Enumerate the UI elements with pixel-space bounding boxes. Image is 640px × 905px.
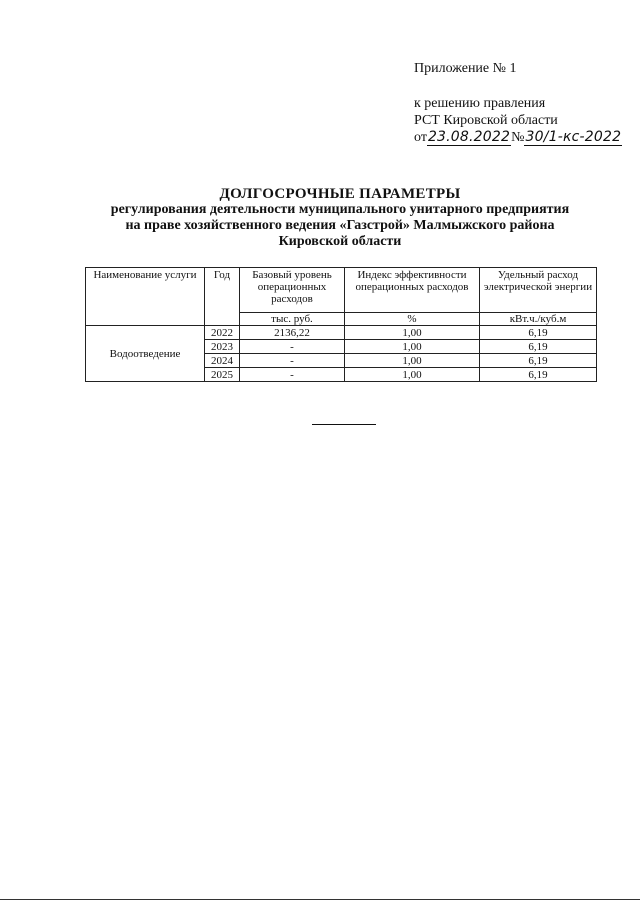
appendix-decision-line: к решению правления bbox=[414, 96, 546, 111]
header-base: Базовый уровень операционных расходов bbox=[240, 268, 345, 313]
cell-base: - bbox=[240, 368, 345, 382]
cell-index: 1,00 bbox=[345, 368, 480, 382]
heading-main: ДОЛГОСРОЧНЫЕ ПАРАМЕТРЫ bbox=[219, 186, 461, 202]
page-bottom-edge bbox=[0, 899, 640, 900]
table-row bbox=[86, 326, 597, 340]
header-index: Индекс эффективности операционных расходов bbox=[345, 268, 480, 313]
heading-line-3: на праве хозяйственного ведения «Газстрой» Малмыжского района bbox=[125, 218, 555, 233]
cell-energy: 6,19 bbox=[480, 354, 597, 368]
cell-year: 2025 bbox=[205, 368, 240, 382]
cell-year: 2023 bbox=[205, 340, 240, 354]
document-heading bbox=[80, 186, 600, 250]
heading-line-2: регулирования деятельности муниципального унитарного предприятия bbox=[110, 202, 570, 217]
cell-energy: 6,19 bbox=[480, 340, 597, 354]
header-service: Наименование услуги bbox=[86, 268, 205, 326]
handwritten-date: 23.08.2022 bbox=[427, 129, 511, 145]
date-prefix: от bbox=[414, 130, 427, 145]
handwritten-number: 30/1-кс-2022 bbox=[525, 129, 622, 145]
header-year: Год bbox=[205, 268, 240, 326]
cell-base: - bbox=[240, 354, 345, 368]
cell-index: 1,00 bbox=[345, 326, 480, 340]
appendix-authority-line: РСТ Кировской области bbox=[414, 113, 558, 128]
header-energy: Удельный расход электрической энергии bbox=[480, 268, 597, 313]
cell-energy: 6,19 bbox=[480, 368, 597, 382]
cell-energy: 6,19 bbox=[480, 326, 597, 340]
unit-base: тыс. руб. bbox=[240, 313, 345, 326]
appendix-title: Приложение № 1 bbox=[414, 61, 517, 76]
cell-index: 1,00 bbox=[345, 354, 480, 368]
unit-index: % bbox=[345, 313, 480, 326]
table-header-row bbox=[86, 268, 597, 313]
cell-year: 2022 bbox=[205, 326, 240, 340]
unit-energy: кВт.ч./куб.м bbox=[480, 313, 597, 326]
appendix-date-line bbox=[414, 129, 622, 146]
cell-year: 2024 bbox=[205, 354, 240, 368]
cell-base: 2136,22 bbox=[240, 326, 345, 340]
separator-line bbox=[312, 424, 376, 425]
appendix-block bbox=[414, 60, 622, 146]
heading-line-4: Кировской области bbox=[278, 234, 402, 249]
number-prefix: № bbox=[511, 130, 525, 145]
cell-base: - bbox=[240, 340, 345, 354]
service-name: Водоотведение bbox=[86, 326, 205, 382]
cell-index: 1,00 bbox=[345, 340, 480, 354]
parameters-table bbox=[85, 267, 597, 382]
